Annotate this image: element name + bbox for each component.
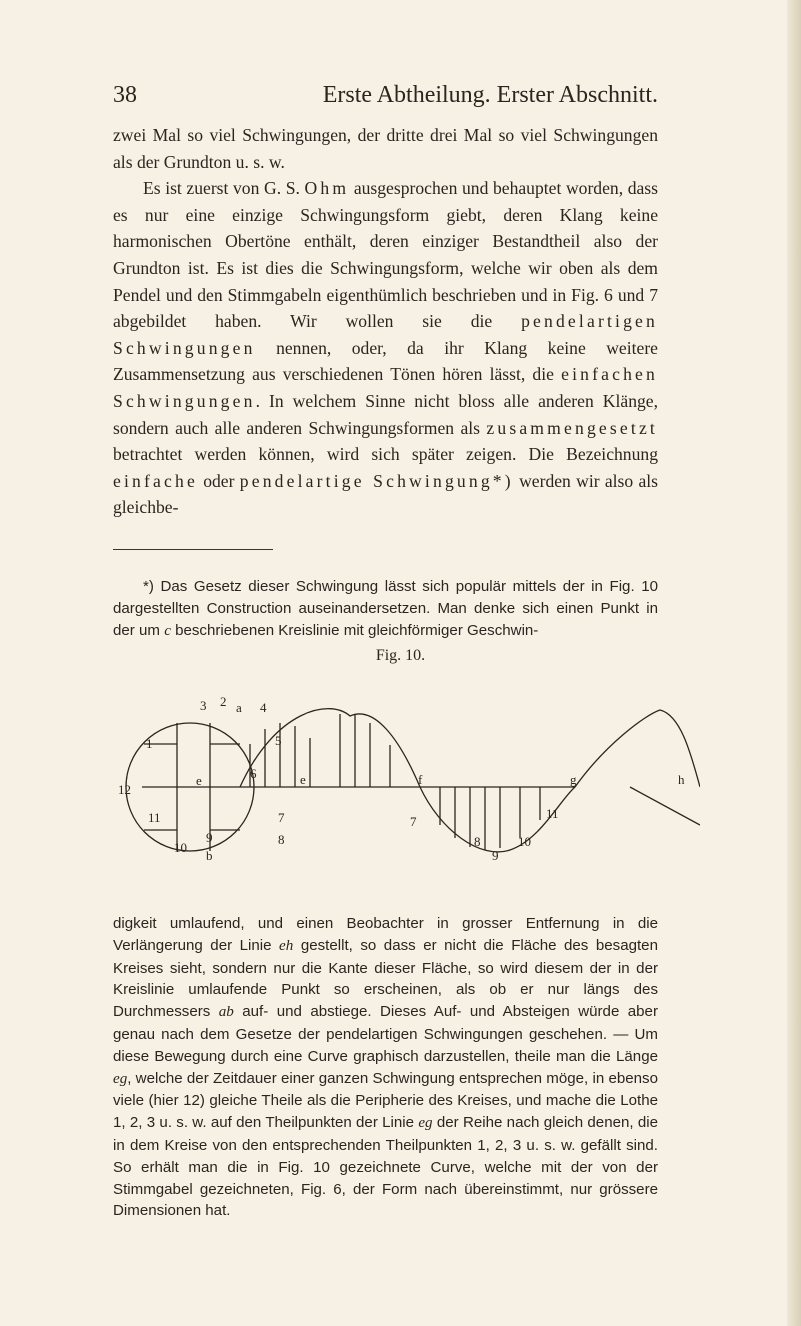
italic-label: eg xyxy=(113,1070,128,1087)
main-text xyxy=(113,122,658,521)
page-number: 38 xyxy=(113,82,137,108)
fig-label: 12 xyxy=(118,782,131,797)
running-title: Erste Abtheilung. Erster Abschnitt. xyxy=(322,82,658,108)
paragraph-1: zwei Mal so viel Schwingungen, der dritte drei Mal so viel Schwingungen als der Grundton u. s. w. xyxy=(113,125,658,172)
footnote-part-2 xyxy=(113,913,658,1222)
fig-label: b xyxy=(206,848,213,863)
text-run: der Reihe nach gleich denen, die in dem Kreise von den entsprechenden Theilpunkten 1, 2, 3 u. s. w. gefällt sind. So erhält man die in Fig. 10 gezeichnete Curve, welche mit der von der Stimmgabel gezeichneten, Fig. 6, der Form nach übereinstimmt, nur grössere Dimensionen hat. xyxy=(113,1114,658,1220)
text-run: betrachtet werden können, wird sich später zeigen. Die Bezeichnung xyxy=(113,444,658,465)
fig-label: 11 xyxy=(546,806,559,821)
fig-label: 3 xyxy=(200,698,207,713)
fig-label: 8 xyxy=(278,832,285,847)
fig-label: 6 xyxy=(250,766,257,781)
spaced-term-pendelartig: pendelartigen Schwingungen xyxy=(113,311,658,358)
fig-label: 8 xyxy=(474,834,481,849)
text-run: , welche der Zeitdauer einer ganzen Schwingung entsprechen möge, in ebenso viele (hier 12) gleiche Theile als die Peripherie des Kreises, und mache die Lothe 1, 2, 3 u. s. w. auf den Theilpunkten der Linie xyxy=(113,1069,658,1132)
figure-caption: Fig. 10. xyxy=(375,647,426,664)
spaced-name-ohm: Ohm xyxy=(304,178,350,199)
text-run: gestellt, so dass er nicht die Fläche des besagten Kreises sieht, sondern nur die Kante dieser Fläche, so wird diesem der in der Kreislinie umlaufende Punkt so erscheinen, als ob er nur längs des Durchmessers xyxy=(113,936,658,1021)
fig-label: f xyxy=(418,772,423,787)
fig-label: 10 xyxy=(518,834,531,849)
fig-label: g xyxy=(570,772,577,787)
fig-label: 2 xyxy=(220,694,227,709)
fig-label: 7 xyxy=(278,810,285,825)
fig-label: 7 xyxy=(410,814,417,829)
spaced-term-einfach: einfachen Schwingungen xyxy=(113,364,658,411)
text-run: *) Das Gesetz dieser Schwingung lässt sich populär mittels der in Fig. 10 dargestellten Construction auseinandersetzen. Man denke sich einen Punkt in der um xyxy=(113,578,658,639)
italic-label: eh xyxy=(279,937,294,954)
text-run: oder xyxy=(203,470,235,491)
fig-label: 5 xyxy=(275,733,282,748)
fig-label: 4 xyxy=(260,700,267,715)
text-run: nennen, oder, da ihr Klang keine weitere Zusammensetzung aus verschiedenen Tönen hören lässt, die xyxy=(113,337,658,385)
text-run: . In welchem Sinne nicht bloss alle anderen Klänge, sondern auch alle anderen Schwingungsformen als xyxy=(113,390,658,438)
fig-label: 10 xyxy=(174,840,187,855)
spaced-term-pendelartige: pendelartige Schwingung*) xyxy=(239,470,514,491)
paragraph-2 xyxy=(113,175,658,521)
fig-label: a xyxy=(236,700,242,715)
footnote-part-1 xyxy=(113,576,658,642)
fig-label: 11 xyxy=(148,810,161,825)
page-header xyxy=(113,82,658,116)
text-run: auf- und abstiege. Dieses Auf- und Absteigen würde aber genau nach dem Gesetze der pendelartigen Schwingungen geschehen. — Um diese Bewegung durch eine Curve graphisch darzustellen, theile man die Länge xyxy=(113,1003,658,1065)
text-run: werden wir also als gleichbe- xyxy=(113,470,659,518)
fig-label: 9 xyxy=(492,848,499,863)
text-run: beschriebenen Kreislinie mit gleichförmiger Geschwin- xyxy=(175,621,539,639)
figure-10-diagram xyxy=(100,690,700,875)
fig-label: e xyxy=(196,773,202,788)
italic-label: ab xyxy=(218,1004,234,1021)
spaced-term-einfache: einfache xyxy=(113,470,198,491)
fig-label: 9 xyxy=(206,830,213,845)
italic-label: eg xyxy=(418,1115,433,1132)
text-run: digkeit umlaufend, und einen Beobachter in grosser Entfernung in die Verlängerung der Linie xyxy=(113,915,658,954)
footnote-rule xyxy=(113,549,273,550)
fig-label: e xyxy=(300,772,306,787)
fig-label: 1 xyxy=(146,736,153,751)
spaced-term-zusammengesetzt: zusammengesetzt xyxy=(486,417,658,438)
italic-label: c xyxy=(164,622,171,639)
fig-label: h xyxy=(678,772,685,787)
text-run: Es ist zuerst von G. S. xyxy=(143,178,300,199)
text-run: ausgesprochen und behauptet worden, dass es nur eine einzige Schwingungsform giebt, deren Klang keine harmonischen Obertöne enthält, deren einziger Bestandtheil also der Grundton ist. Es ist dies die Schwingungsform, welche wir oben als dem Pendel und den Stimmgabeln eigenthümlich beschrieben und in Fig. 6 und 7 abgebildet haben. Wir wollen sie die xyxy=(113,178,659,332)
